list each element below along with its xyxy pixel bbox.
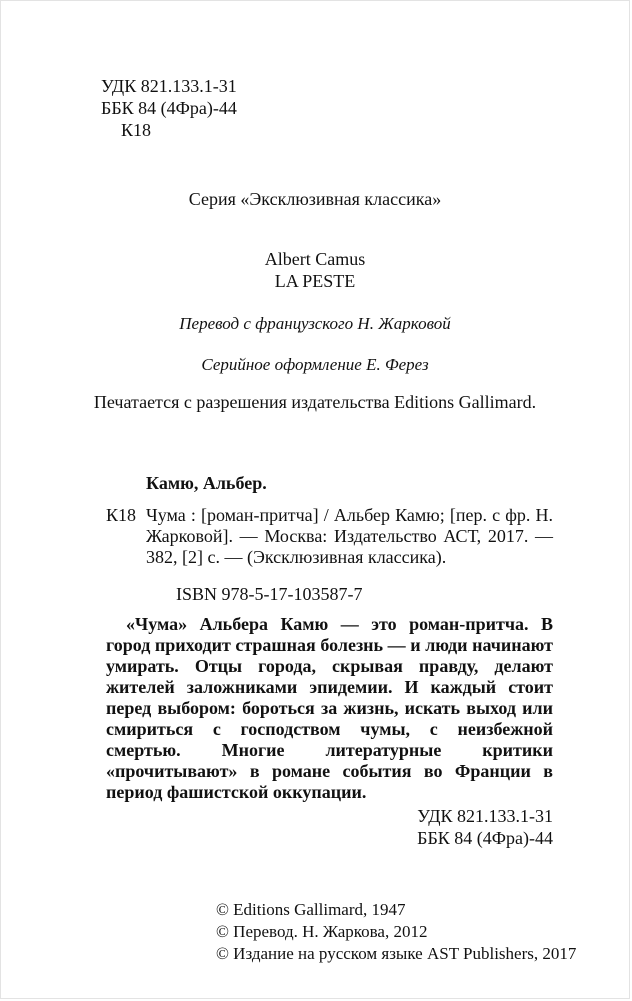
catalog-entry-text: Чума : [роман-притча] / Альбер Камю; [пер. с фр. Н. Жарковой]. — Москва: Издательство АСТ, 2017. — 382, [2] с. — (Эксклюзивная классика). (146, 505, 553, 567)
author-name: Albert Camus (264, 249, 366, 269)
catalog-entry-label: К18 (106, 505, 137, 525)
bbk-code-top: ББК 84 (4Фра)-44 (101, 98, 237, 118)
copyright-line-publisher: © Издание на русском языке AST Publishers, 2017 (216, 944, 577, 963)
copyright-line-original: © Editions Gallimard, 1947 (216, 900, 406, 919)
annotation-text: «Чума» Альбера Камю — это роман-притча. В город приходит страшная болезнь — и люди начинают умирать. Отцы города, скрывая правду, делают жителей заложниками эпидемии. И каждый стоит перед выбором: бороться за жизнь, искать выход или смириться с господством чумы, с неизбежной смертью. Многие литературные критики «прочитывают» в романе события во Франции в период фашистской оккупации. (106, 614, 553, 802)
udk-code-bottom: УДК 821.133.1-31 (417, 806, 553, 826)
series-title: Серия «Эксклюзивная классика» (188, 189, 442, 209)
translation-credit: Перевод с французского Н. Жарковой (179, 314, 451, 333)
udk-code-top: УДК 821.133.1-31 (101, 76, 237, 96)
catalog-card (106, 473, 553, 849)
copyright-block (216, 899, 629, 965)
classification-codes-bottom (106, 805, 553, 849)
permission-note: Печатается с разрешения издательства Editions Gallimard. (93, 392, 537, 412)
title-block (1, 248, 629, 292)
bbk-code-bottom: ББК 84 (4Фра)-44 (417, 828, 553, 848)
book-title: LA PESTE (274, 271, 356, 291)
design-credit: Серийное оформление Е. Ферез (201, 355, 429, 374)
classification-codes-top (101, 75, 629, 141)
copyright-line-translation: © Перевод. Н. Жаркова, 2012 (216, 922, 428, 941)
catalog-number-top: К18 (121, 120, 152, 140)
catalog-author-heading: Камю, Альбер. (146, 473, 267, 493)
catalog-entry (106, 505, 553, 568)
isbn: ISBN 978-5-17-103587-7 (176, 584, 363, 604)
